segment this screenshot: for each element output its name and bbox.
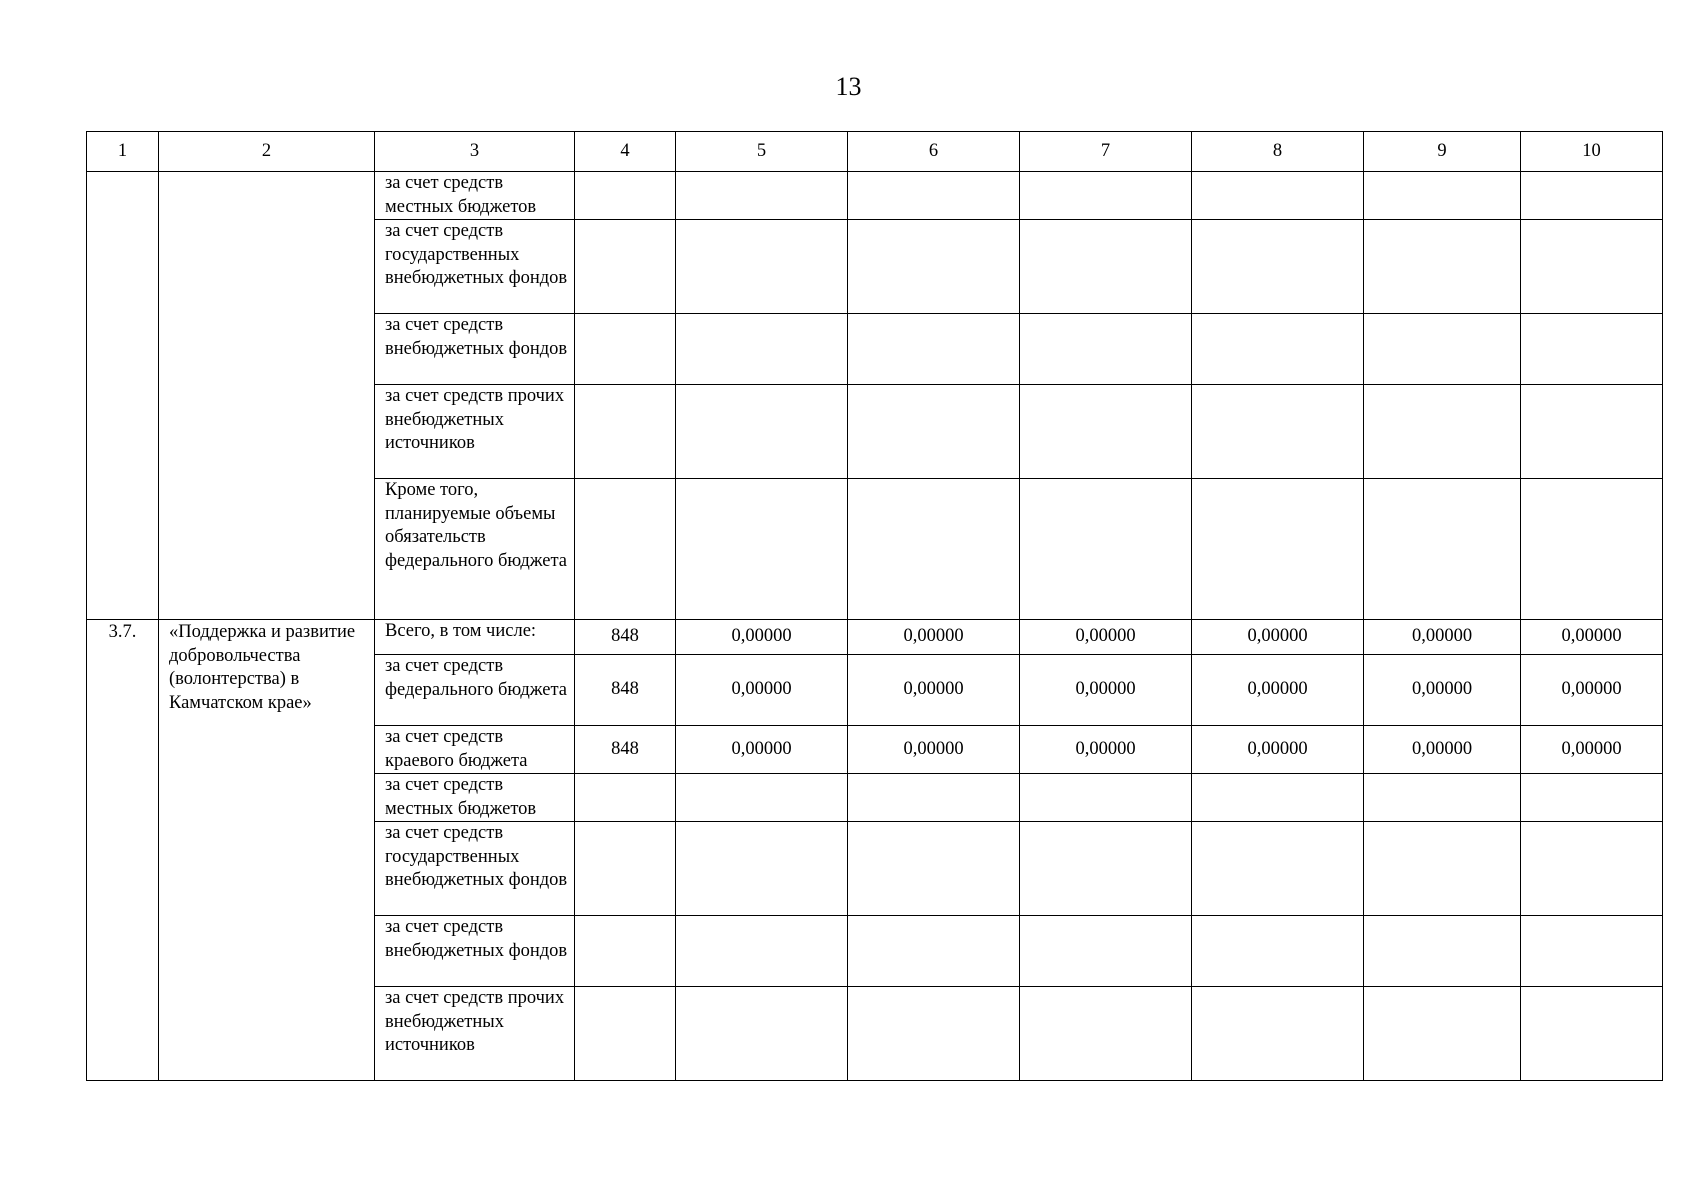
value-col-6 [848,479,1020,620]
value-col-7 [1020,916,1192,987]
value-col-8: 0,00000 [1192,726,1364,774]
header-col-10: 10 [1521,132,1663,172]
value-col-4: 848 [575,726,676,774]
value-col-9 [1364,916,1521,987]
value-col-8: 0,00000 [1192,655,1364,726]
value-col-6 [848,822,1020,916]
value-col-8 [1192,479,1364,620]
value-col-4: 848 [575,655,676,726]
value-col-6 [848,916,1020,987]
value-col-4: 848 [575,620,676,655]
funding-source: за счет средств внебюджетных фондов [375,314,575,385]
value-col-6 [848,172,1020,220]
value-col-4 [575,220,676,314]
funding-source: за счет средств местных бюджетов [375,172,575,220]
funding-source: за счет средств прочих внебюджетных источников [375,987,575,1081]
value-col-8 [1192,385,1364,479]
value-col-4 [575,385,676,479]
header-col-7: 7 [1020,132,1192,172]
value-col-7: 0,00000 [1020,620,1192,655]
value-col-8: 0,00000 [1192,620,1364,655]
value-col-4 [575,314,676,385]
value-col-10 [1521,774,1663,822]
value-col-5 [676,314,848,385]
item-number-cell [87,172,159,620]
header-col-9: 9 [1364,132,1521,172]
value-col-7 [1020,385,1192,479]
value-col-5 [676,987,848,1081]
header-col-8: 8 [1192,132,1364,172]
budget-table [86,131,1663,1081]
value-col-6: 0,00000 [848,620,1020,655]
value-col-5 [676,385,848,479]
table-row [87,172,1663,220]
value-col-7 [1020,774,1192,822]
funding-source: за счет средств государственных внебюджетных фондов [375,822,575,916]
value-col-10 [1521,916,1663,987]
value-col-9: 0,00000 [1364,620,1521,655]
value-col-10: 0,00000 [1521,726,1663,774]
value-col-9: 0,00000 [1364,726,1521,774]
value-col-8 [1192,987,1364,1081]
value-col-5: 0,00000 [676,620,848,655]
header-col-3: 3 [375,132,575,172]
value-col-7 [1020,172,1192,220]
funding-source: за счет средств федерального бюджета [375,655,575,726]
value-col-9 [1364,822,1521,916]
value-col-6 [848,987,1020,1081]
table-row [87,620,1663,655]
funding-source: Всего, в том числе: [375,620,575,655]
value-col-10: 0,00000 [1521,620,1663,655]
value-col-10 [1521,172,1663,220]
value-col-6 [848,385,1020,479]
value-col-6 [848,314,1020,385]
value-col-6 [848,220,1020,314]
value-col-7 [1020,314,1192,385]
value-col-5 [676,220,848,314]
value-col-5: 0,00000 [676,655,848,726]
value-col-7 [1020,822,1192,916]
funding-source: за счет средств государственных внебюджетных фондов [375,220,575,314]
value-col-6 [848,774,1020,822]
value-col-9 [1364,385,1521,479]
item-name: «Поддержка и развитие добровольчества (волонтерства) в Камчатском крае» [159,620,375,1081]
value-col-10 [1521,220,1663,314]
value-col-7 [1020,220,1192,314]
funding-source: за счет средств прочих внебюджетных источников [375,385,575,479]
funding-source: за счет средств краевого бюджета [375,726,575,774]
value-col-9: 0,00000 [1364,655,1521,726]
value-col-4 [575,822,676,916]
value-col-9 [1364,172,1521,220]
value-col-8 [1192,916,1364,987]
header-col-2: 2 [159,132,375,172]
value-col-8 [1192,172,1364,220]
value-col-4 [575,774,676,822]
header-col-6: 6 [848,132,1020,172]
value-col-9 [1364,987,1521,1081]
value-col-10: 0,00000 [1521,655,1663,726]
header-row [87,132,1663,172]
value-col-6: 0,00000 [848,726,1020,774]
value-col-10 [1521,385,1663,479]
item-name-cell [159,172,375,620]
value-col-4 [575,916,676,987]
value-col-10 [1521,314,1663,385]
value-col-5 [676,774,848,822]
header-col-4: 4 [575,132,676,172]
value-col-5 [676,822,848,916]
value-col-4 [575,479,676,620]
header-col-5: 5 [676,132,848,172]
value-col-8 [1192,314,1364,385]
value-col-9 [1364,314,1521,385]
item-number: 3.7. [87,620,159,1081]
value-col-10 [1521,479,1663,620]
value-col-5 [676,172,848,220]
value-col-8 [1192,822,1364,916]
funding-source: за счет средств внебюджетных фондов [375,916,575,987]
page-number: 13 [835,72,862,101]
funding-source: за счет средств местных бюджетов [375,774,575,822]
value-col-6: 0,00000 [848,655,1020,726]
value-col-5 [676,479,848,620]
value-col-10 [1521,822,1663,916]
value-col-7 [1020,987,1192,1081]
value-col-9 [1364,479,1521,620]
value-col-4 [575,172,676,220]
value-col-7: 0,00000 [1020,655,1192,726]
value-col-5 [676,916,848,987]
value-col-5: 0,00000 [676,726,848,774]
value-col-7 [1020,479,1192,620]
value-col-9 [1364,220,1521,314]
header-col-1: 1 [87,132,159,172]
value-col-8 [1192,220,1364,314]
funding-source: Кроме того, планируемые объемы обязательств федерального бюджета [375,479,575,620]
value-col-10 [1521,987,1663,1081]
value-col-9 [1364,774,1521,822]
value-col-4 [575,987,676,1081]
value-col-7: 0,00000 [1020,726,1192,774]
value-col-8 [1192,774,1364,822]
